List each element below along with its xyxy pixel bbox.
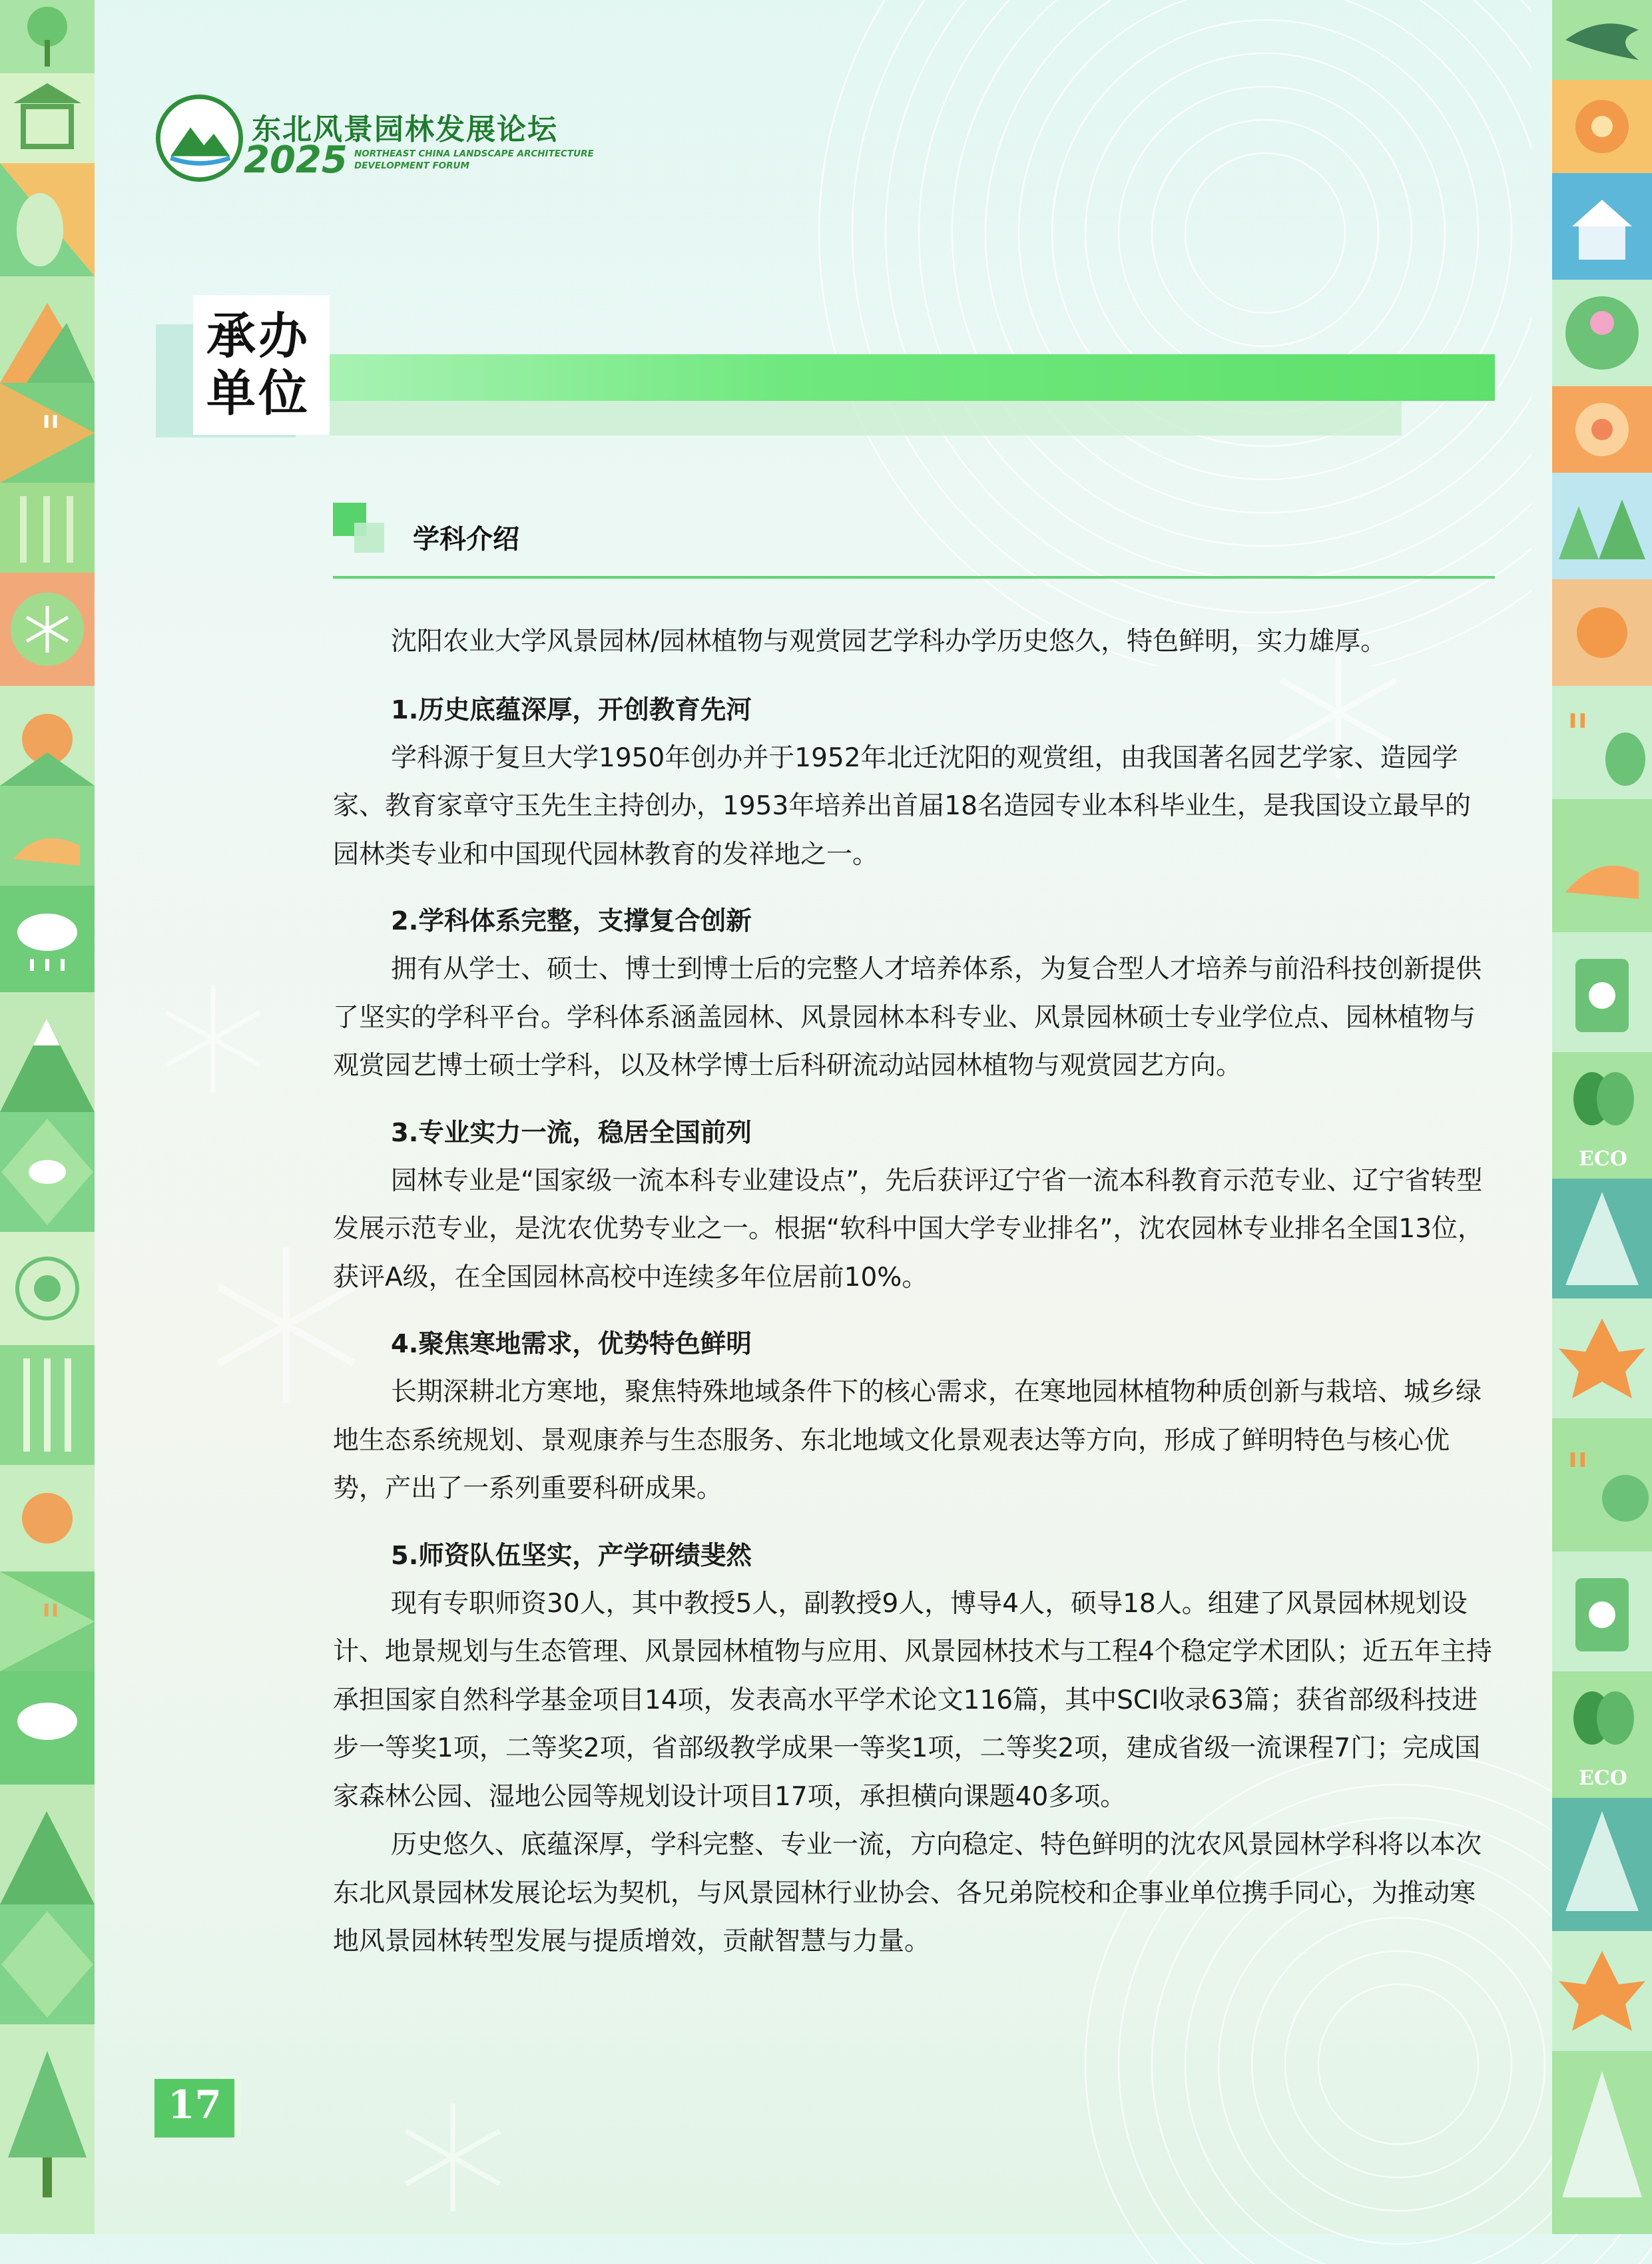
subsection-title: 学科介绍 [413, 524, 519, 555]
item-heading: 4.聚焦寒地需求，优势特色鲜明 [391, 1329, 752, 1359]
pine-tree-icon [1552, 1798, 1652, 1931]
flower-icon [1552, 386, 1652, 473]
item-heading: 1.历史底蕴深厚，开创教育先河 [391, 695, 752, 725]
forum-english-subtitle-line2: DEVELOPMENT FORUM [354, 160, 469, 171]
item-heading: 5.师资队伍坚实，产学研绩斐然 [391, 1540, 752, 1571]
item-block-1 [333, 687, 1495, 880]
section-title-line1: 承办 [206, 308, 310, 365]
swallow-icon [1552, 0, 1652, 80]
svg-text:ECO: ECO [1579, 1147, 1627, 1171]
svg-text:": " [1565, 703, 1590, 765]
subheading-square-icon-light [354, 523, 384, 553]
hand-icon [1552, 799, 1652, 932]
item-heading: 3.专业实力一流，稳居全国前列 [391, 1117, 752, 1148]
eco-bag-icon [1552, 932, 1652, 1052]
item-heading: 2.学科体系完整，支撑复合创新 [391, 906, 752, 936]
subsection-divider [333, 576, 1495, 579]
bird-icon [0, 1112, 95, 1232]
section-banner-bar [330, 354, 1495, 401]
snowflake-icon [153, 979, 273, 1099]
sun-icon [1552, 579, 1652, 686]
tree-icon [0, 2024, 95, 2234]
item-paragraph: 长期深耕北方寒地，聚焦特殊地域条件下的核心需求，在寒地园林植物种质创新与栽培、城乡绿地生态系统规划、景观康养与生态服务、东北地域文化景观表达等方向，形成了鲜明特色与核心优势，产出了一系列重要科研成果。 [333, 1377, 1482, 1504]
forum-english-subtitle-line1: NORTHEAST CHINA LANDSCAPE ARCHITECTURE [354, 148, 594, 159]
item-block-4 [333, 1320, 1495, 1514]
pavilion-icon [0, 73, 95, 163]
svg-text:ECO: ECO [1579, 1767, 1627, 1790]
mandala-icon [0, 1232, 95, 1345]
leaf-icon [0, 163, 95, 276]
svg-text:": " [1565, 1442, 1590, 1504]
page-number: 17 [168, 2082, 222, 2127]
pine-tree-icon [1552, 2051, 1652, 2234]
bird-icon [0, 1904, 95, 2024]
section-banner-underbar [330, 401, 1402, 435]
section-title-line2: 单位 [206, 365, 310, 422]
wheat-icon [0, 483, 95, 573]
item-block-3 [333, 1109, 1495, 1302]
item-paragraph: 园林专业是“国家级一流本科专业建设点”，先后获评辽宁省一流本科教育示范专业、辽宁省转型发展示范专业，是沈农优势专业之一。根据“软科中国大学专业排名”，沈农园林专业排名全国13位，获评A级，在全国园林高校中连续多年位居前10%。 [333, 1165, 1484, 1292]
forum-english-subtitle [354, 148, 621, 172]
maple-leaf-icon [1552, 1298, 1652, 1418]
flower-icon [1552, 80, 1652, 173]
eco-leaf-icon [1552, 1671, 1652, 1798]
hand-icon [0, 786, 95, 886]
sun-icon [0, 1465, 95, 1571]
forum-title: 东北风景园林发展论坛 [252, 113, 558, 146]
section-title [206, 308, 326, 422]
right-decorative-strip [1552, 0, 1652, 2234]
quote-icon [0, 383, 95, 483]
eco-bag-icon [1552, 1552, 1652, 1671]
mountain-icon [0, 992, 95, 1112]
snowflake-icon [393, 2098, 513, 2217]
maple-leaf-icon [1552, 1931, 1652, 2051]
wheat-icon [0, 1345, 95, 1465]
quote-icon [1552, 686, 1652, 799]
closing-paragraph: 历史悠久、底蕴深厚，学科完整、专业一流，方向稳定、特色鲜明的沈农风景园林学科将以本次东北风景园林发展论坛为契机，与风景园林行业协会、各兄弟院校和企事业单位携手同心，为推动寒地风景园林转型发展与提质增效，贡献智慧与力量。 [333, 1830, 1482, 1956]
mountain-icon [0, 1785, 95, 1904]
quote-icon [1552, 1418, 1652, 1552]
left-decorative-strip [0, 0, 95, 2234]
intro-paragraph: 沈阳农业大学风景园林/园林植物与观赏园艺学科办学历史悠久，特色鲜明，实力雄厚。 [391, 627, 1387, 657]
article-body [333, 618, 1495, 1966]
svg-text:": " [40, 1595, 62, 1649]
concentric-rings-decoration [599, 0, 1531, 666]
forum-year: 2025 [244, 139, 348, 182]
item-paragraph: 现有专职师资30人，其中教授5人，副教授9人，博导4人，硕导18人。组建了风景园林规划设计、地景规划与生态管理、风景园林植物与应用、风景园林技术与工程4个稳定学术团队；近五年主持承担国家自然科学基金项目14项，发表高水平学术论文116篇，其中SCI收录63篇；获省部级科技进步一等奖1项，二等奖2项，省部级教学成果一等奖1项，二等奖2项，建成省级一流课程7门；完成国家森林公园、湿地公园等规划设计项目17项，承担横向课题40多项。 [333, 1588, 1492, 1812]
quote-icon [0, 1571, 95, 1671]
mountain-icon [0, 276, 95, 383]
house-snow-icon [1552, 173, 1652, 280]
sun-icon [0, 686, 95, 786]
pine-tree-icon [1552, 1179, 1652, 1298]
forum-logo-icon [154, 93, 244, 183]
svg-text:": " [40, 406, 62, 461]
item-paragraph: 拥有从学士、硕士、博士到博士后的完整人才培养体系，为复合型人才培养与前沿科技创新提供了坚实的学科平台。学科体系涵盖园林、风景园林本科专业、风景园林硕士专业学位点、园林植物与观赏园艺博士硕士学科，以及林学博士后科研流动站园林植物与观赏园艺方向。 [333, 954, 1482, 1081]
cloud-rain-icon [0, 1671, 95, 1785]
cloud-rain-icon [0, 886, 95, 992]
snowflake-icon [0, 573, 95, 686]
cyclamen-icon [1552, 280, 1652, 386]
item-block-2 [333, 898, 1495, 1091]
eco-leaf-icon [1552, 1052, 1652, 1179]
item-paragraph: 学科源于复旦大学1950年创办并于1952年北迁沈阳的观赏组，由我国著名园艺学家、造园学家、教育家章守玉先生主持创办，1953年培养出首届18名造园专业本科毕业生，是我国设立最早的园林类专业和中国现代园林教育的发祥地之一。 [333, 742, 1471, 870]
pine-forest-icon [1552, 473, 1652, 579]
tree-icon [0, 0, 95, 73]
item-block-5 [333, 1532, 1495, 1822]
